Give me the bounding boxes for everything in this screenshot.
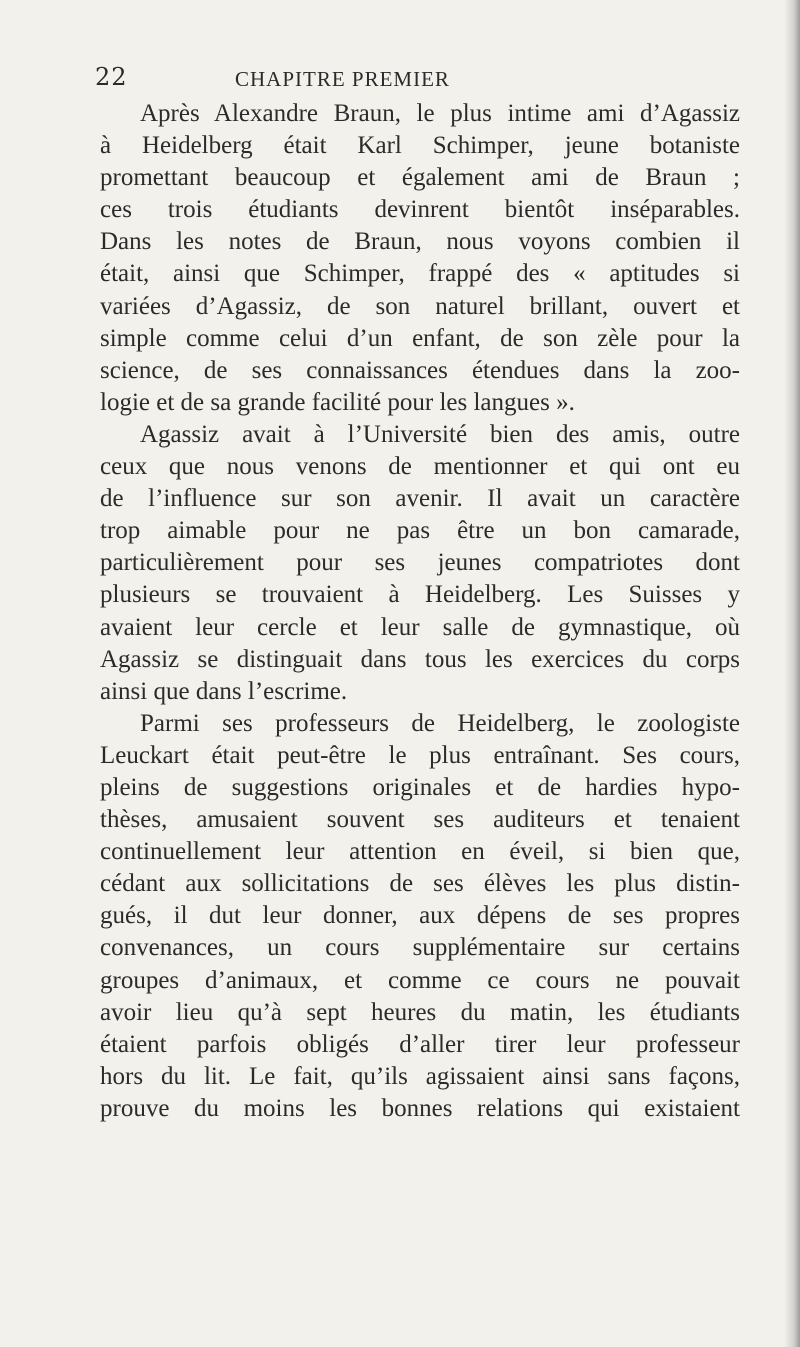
text-line: avaient leur cercle et leur salle de gymnastique, où [100, 613, 740, 641]
text-line: était, ainsi que Schimper, frappé des « aptitudes si [100, 260, 740, 288]
page-header [0, 57, 800, 97]
text-line: Agassiz avait à l’Université bien des amis, outre [140, 420, 740, 448]
text-line: Agassiz se distinguait dans tous les exercices du corps [100, 645, 740, 673]
text-line: gués, il dut leur donner, aux dépens de ses propres [100, 902, 740, 930]
text-line: hors du lit. Le fait, qu’ils agissaient ainsi sans façons, [100, 1062, 740, 1090]
text-line: groupes d’animaux, et comme ce cours ne pouvait [100, 966, 740, 994]
text-line: convenances, un cours supplémentaire sur certains [100, 934, 740, 962]
text-line: à Heidelberg était Karl Schimper, jeune botaniste [100, 132, 740, 160]
text-line: ceux que nous venons de mentionner et qui ont eu [100, 453, 740, 481]
text-line: ces trois étudiants devinrent bientôt inséparables. [100, 196, 740, 224]
text-line: Dans les notes de Braun, nous voyons combien il [100, 228, 740, 256]
running-title: CHAPITRE PREMIER [235, 67, 450, 91]
text-line: prouve du moins les bonnes relations qui existaient [100, 1094, 740, 1122]
text-line: Après Alexandre Braun, le plus intime ami d’Agassiz [140, 100, 740, 127]
text-line: Leuckart était peut-être le plus entraînant. Ses cours, [100, 741, 740, 769]
text-line: étaient parfois obligés d’aller tirer leur professeur [100, 1030, 740, 1058]
text-line: simple comme celui d’un enfant, de son zèle pour la [100, 324, 740, 352]
text-line: particulièrement pour ses jeunes compatriotes dont [100, 549, 740, 577]
text-line: thèses, amusaient souvent ses auditeurs et tenaient [100, 806, 740, 834]
page-number: 22 [95, 63, 128, 91]
text-line: logie et de sa grande facilité pour les langues ». [100, 388, 575, 416]
text-line: continuellement leur attention en éveil, si bien que, [100, 838, 740, 866]
text-line: avoir lieu qu’à sept heures du matin, les étudiants [100, 998, 740, 1026]
text-line: pleins de suggestions originales et de hardies hypo- [100, 773, 740, 801]
text-line: variées d’Agassiz, de son naturel brillant, ouvert et [100, 292, 740, 320]
text-line: de l’influence sur son avenir. Il avait un caractère [100, 485, 740, 513]
text-line: cédant aux sollicitations de ses élèves les plus distin- [100, 870, 740, 898]
text-line: plusieurs se trouvaient à Heidelberg. Les Suisses y [100, 581, 740, 609]
text-line: science, de ses connaissances étendues dans la zoo- [100, 356, 740, 384]
body-text [100, 98, 740, 1125]
text-line: Parmi ses professeurs de Heidelberg, le zoologiste [140, 709, 740, 737]
text-line: ainsi que dans l’escrime. [100, 677, 348, 705]
text-line: promettant beaucoup et également ami de Braun ; [100, 164, 740, 192]
text-line: trop aimable pour ne pas être un bon camarade, [100, 517, 740, 545]
page-edge-shadow [784, 0, 800, 1347]
